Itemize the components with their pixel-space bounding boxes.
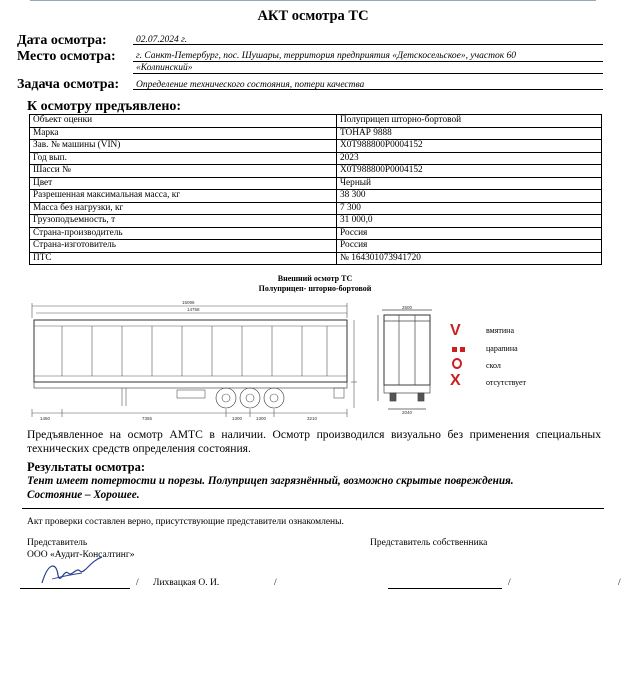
diagram-title: [160, 274, 470, 294]
table-row: [30, 227, 602, 240]
missing-mark-icon: X: [450, 372, 461, 389]
table-row: [30, 140, 602, 153]
row-label: ПТС: [30, 252, 337, 265]
dim-d2: 1300: [232, 416, 243, 421]
row-value: 7 300: [337, 202, 602, 215]
left-representative-org: ООО «Аудит-Консалтинг»: [27, 550, 135, 560]
table-row: [30, 202, 602, 215]
row-label: Разрешенная максимальная масса, кг: [30, 190, 337, 203]
right-slash-1: /: [508, 578, 511, 588]
table-row: [30, 127, 602, 140]
legend-dent: вмятина: [486, 326, 514, 335]
dim-rear-top: 2500: [402, 305, 413, 310]
left-slash-2: /: [274, 578, 277, 588]
trailer-rear-view-drawing: [376, 305, 440, 415]
task-value: Определение технического состояния, потери качества: [136, 80, 365, 90]
row-label: Масса без нагрузки, кг: [30, 202, 337, 215]
results-title: Результаты осмотра:: [27, 460, 145, 474]
row-value: 31 000,0: [337, 215, 602, 228]
table-row: [30, 252, 602, 265]
chip-mark-icon: [452, 358, 462, 369]
place-value-line2: «Колпинский»: [136, 63, 193, 73]
row-value: Россия: [337, 227, 602, 240]
diagram-title-line1: Внешний осмотр ТС: [277, 274, 353, 283]
task-label: Задача осмотра:: [17, 77, 120, 92]
place-value-line1: г. Санкт-Петербург, пос. Шушары, территория предприятия «Детскосельское», участок 60: [136, 51, 517, 61]
dim-body: 14758: [187, 307, 200, 312]
date-underline: [133, 44, 603, 45]
dim-rear: 3210: [307, 416, 318, 421]
row-value: Черный: [337, 177, 602, 190]
left-signature-line: [20, 588, 130, 589]
row-value: ТОНАР 9888: [337, 127, 602, 140]
row-value: Россия: [337, 240, 602, 253]
scratch-mark-icon: [452, 347, 457, 352]
place-label: Место осмотра:: [17, 49, 116, 64]
legend-scratch: царапина: [486, 344, 518, 353]
results-divider: [22, 508, 604, 509]
row-label: Страна-изготовитель: [30, 240, 337, 253]
row-value: X0T988800P0004152: [337, 140, 602, 153]
results-text: [27, 474, 607, 502]
dent-mark-icon: V: [450, 322, 461, 339]
table-row: [30, 165, 602, 178]
inspection-note-paragraph: Предъявленное на осмотр АМТС в наличии. Осмотр производился визуально без применения специальных технических средств определения состояния.: [27, 428, 601, 455]
place-underline-1: [133, 61, 603, 62]
results-line1: Тент имеет потертости и порезы. Полуприцеп загрязнённый, возможно скрытые повреждения.: [27, 475, 514, 487]
row-value: X0T988800P0004152: [337, 165, 602, 178]
dim-d3: 1300: [256, 416, 267, 421]
row-label: Год вып.: [30, 152, 337, 165]
place-value: [136, 50, 606, 74]
date-value: 02.07.2024 г.: [136, 35, 188, 45]
document-title: АКТ осмотра ТС: [257, 8, 369, 24]
dim-d1: 7355: [142, 416, 153, 421]
trailer-side-view-drawing: [22, 298, 362, 422]
row-label: Грузоподъемность, т: [30, 215, 337, 228]
date-label: Дата осмотра:: [17, 33, 107, 48]
dim-total: 15096: [182, 300, 195, 305]
dim-rear-bottom: 2040: [402, 410, 413, 415]
row-value: Полуприцеп шторно-бортовой: [337, 115, 602, 128]
table-row: [30, 177, 602, 190]
place-underline-2: [133, 73, 603, 74]
top-border-line: [30, 0, 596, 1]
left-representative-role: Представитель: [27, 538, 88, 548]
right-representative-role: Представитель собственника: [370, 538, 488, 548]
dim-front: 1460: [40, 416, 51, 421]
row-value: 38 300: [337, 190, 602, 203]
right-signature-line: [388, 588, 502, 589]
table-row: [30, 152, 602, 165]
left-slash-1: /: [136, 578, 139, 588]
table-row: [30, 190, 602, 203]
left-representative-name: Лихвацкая О. И.: [153, 578, 220, 588]
results-line2: Состояние – Хорошее.: [27, 489, 140, 501]
legend-missing: отсутствует: [486, 378, 527, 387]
presented-title: К осмотру предъявлено:: [27, 99, 182, 114]
table-row: [30, 115, 602, 128]
table-row: [30, 215, 602, 228]
signature-scribble: [38, 553, 108, 589]
vehicle-info-table: [29, 114, 602, 265]
row-label: Марка: [30, 127, 337, 140]
row-label: Зав. № машины (VIN): [30, 140, 337, 153]
row-value: № 164301073941720: [337, 252, 602, 265]
legend-chip: скол: [486, 361, 501, 370]
row-label: Страна-производитель: [30, 227, 337, 240]
row-label: Объект оценки: [30, 115, 337, 128]
scratch-mark-icon-2: [460, 347, 465, 352]
right-slash-2: /: [618, 578, 621, 588]
row-label: Шасси №: [30, 165, 337, 178]
table-row: [30, 240, 602, 253]
signature-statement: Акт проверки составлен верно, присутствующие представители ознакомлены.: [27, 517, 344, 527]
row-value: 2023: [337, 152, 602, 165]
row-label: Цвет: [30, 177, 337, 190]
diagram-title-line2: Полуприцеп- шторно-бортовой: [258, 284, 372, 293]
